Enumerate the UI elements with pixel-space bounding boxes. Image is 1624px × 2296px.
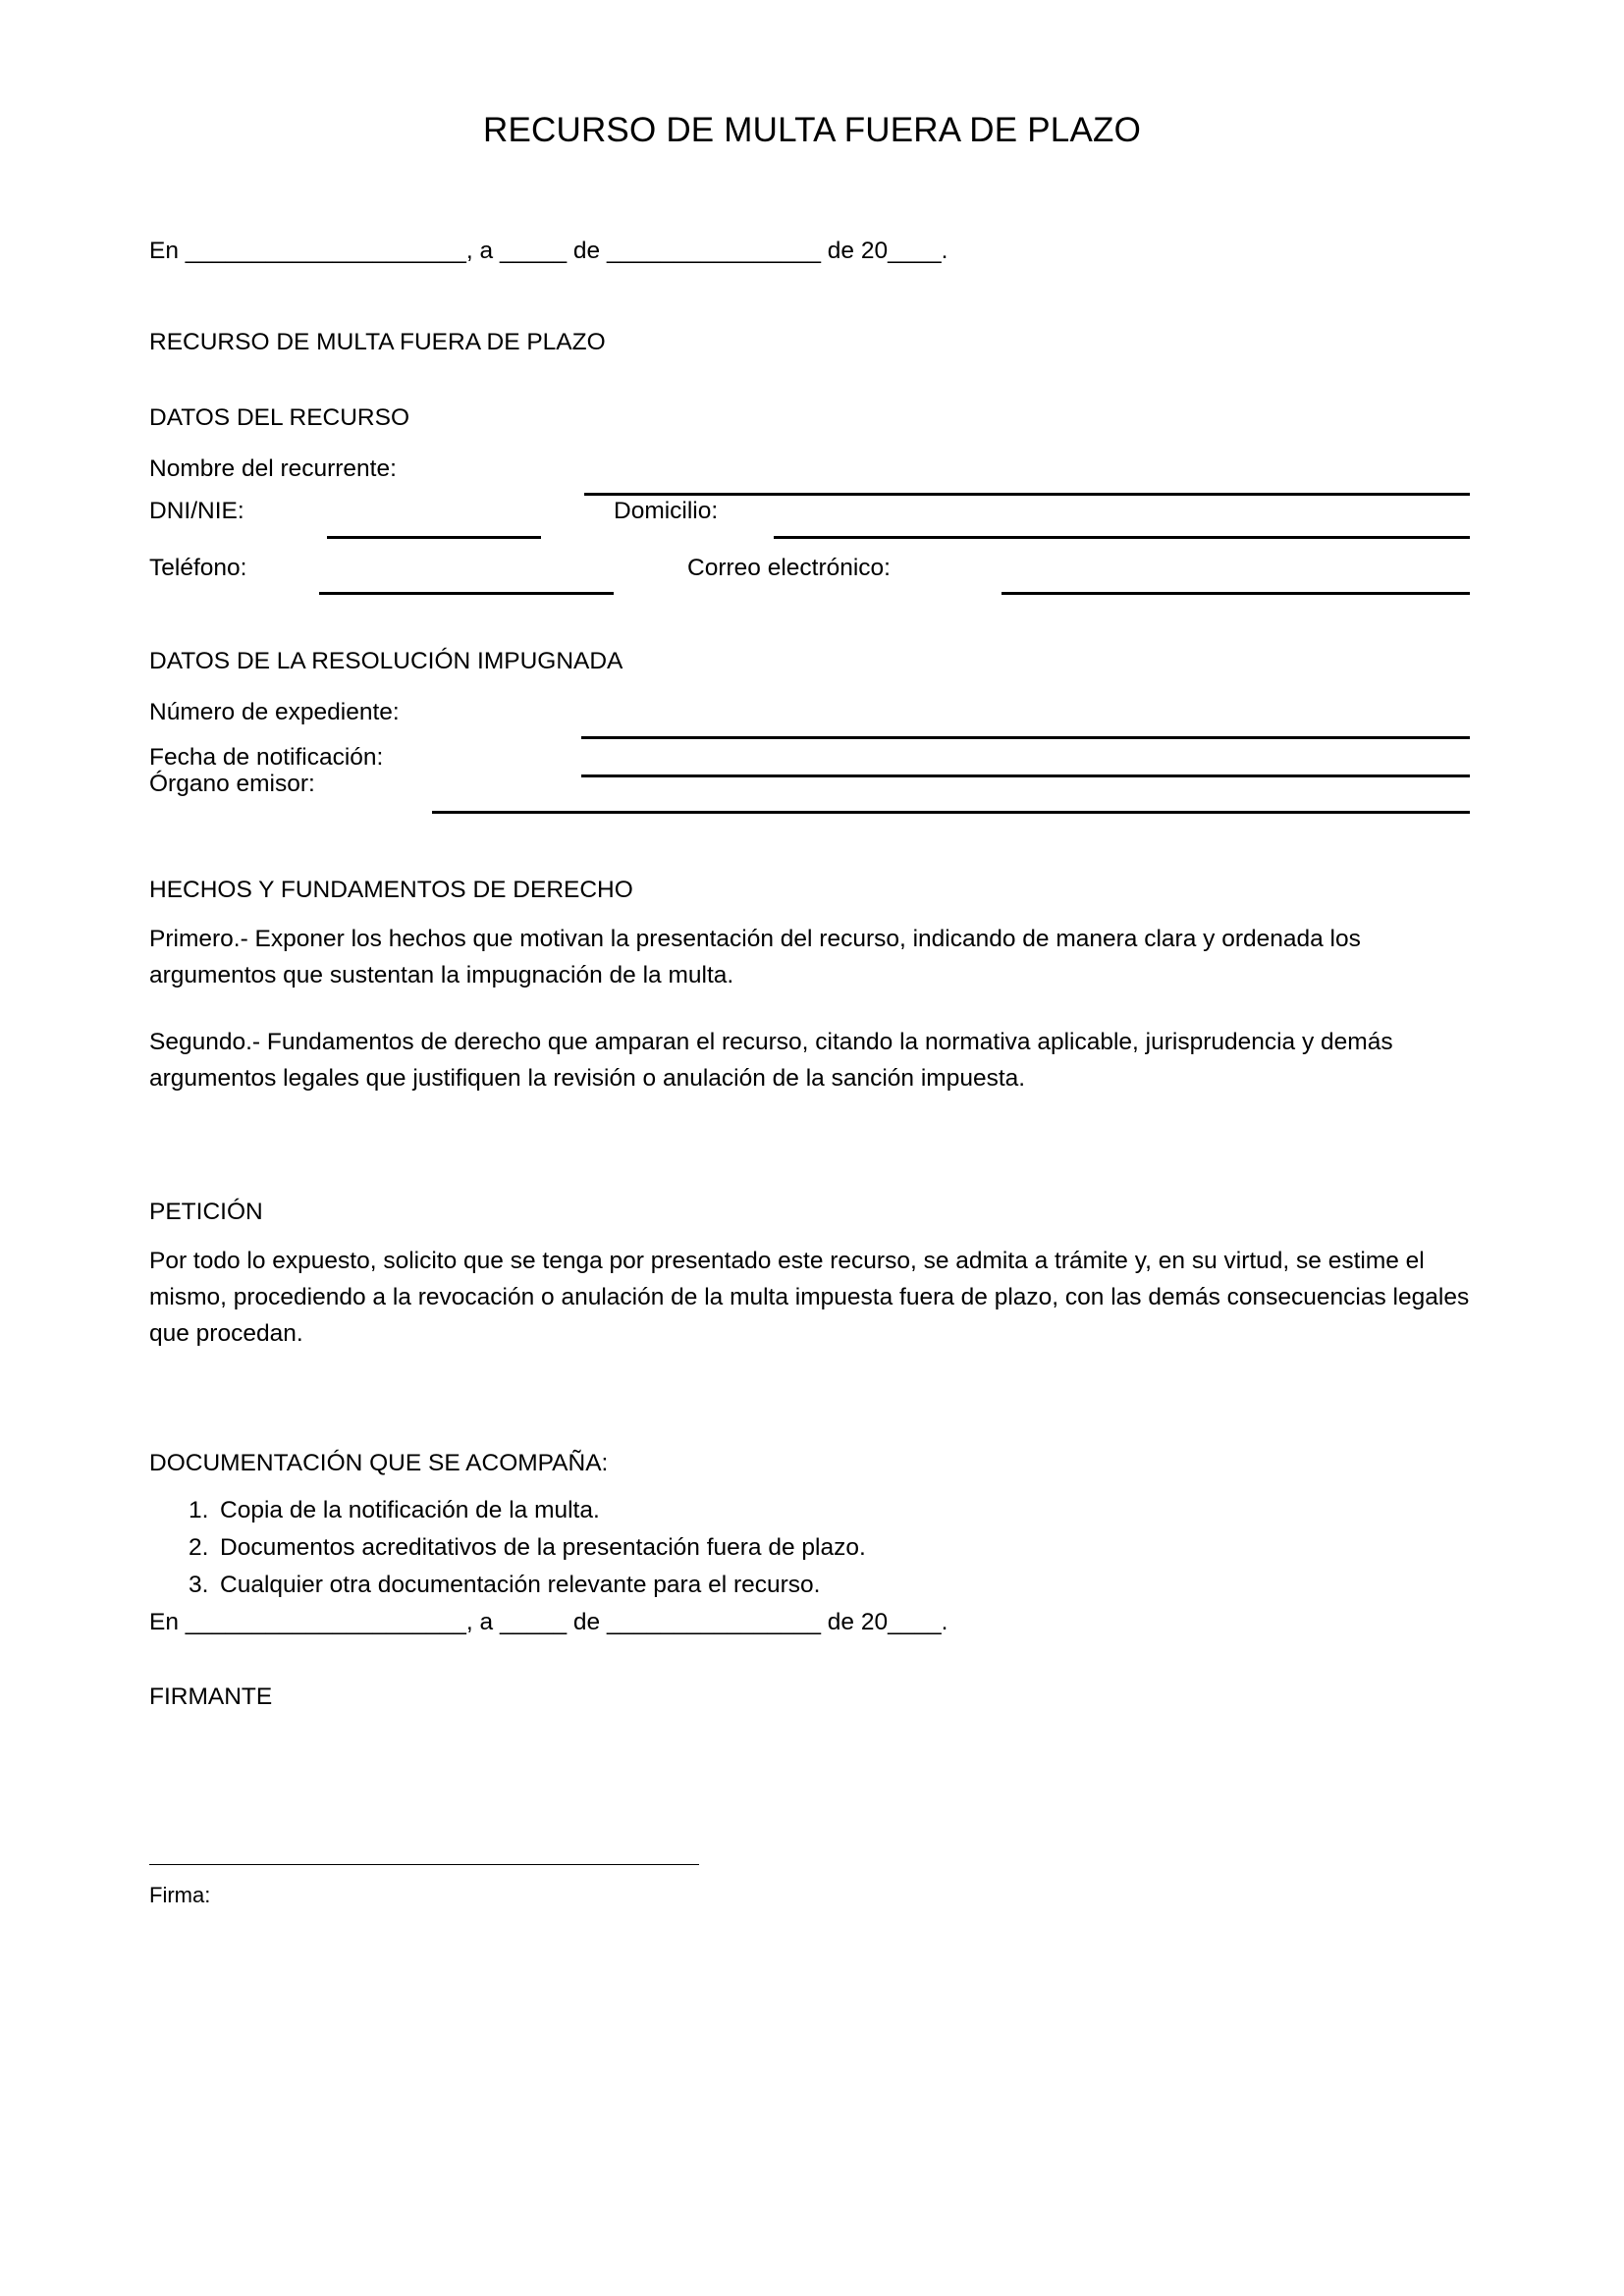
list-item [189,1531,866,1565]
section-heading-firmante: FIRMANTE [149,1683,273,1710]
signature-line[interactable] [149,1864,699,1865]
date-line-bottom: En _____________________, a _____ de ________________ de 20____. [149,1609,948,1635]
field-line-domicilio[interactable] [774,536,1470,539]
date-line-top: En _____________________, a _____ de ________________ de 20____. [149,238,948,264]
label-dni-nie: DNI/NIE: [149,498,244,524]
list-item-label: Copia de la notificación de la multa. [220,1497,600,1523]
label-fecha-notificacion: Fecha de notificación: [149,744,384,771]
label-correo-electronico: Correo electrónico: [687,555,891,581]
field-line-telefono[interactable] [319,592,614,595]
list-item [189,1569,820,1602]
section-heading-datos-resolucion: DATOS DE LA RESOLUCIÓN IMPUGNADA [149,648,623,674]
list-item-number: 3. [189,1572,209,1598]
section-heading-documentacion: DOCUMENTACIÓN QUE SE ACOMPAÑA: [149,1450,609,1476]
paragraph-primero: Primero.- Exponer los hechos que motivan la presentación del recurso, indicando de manera clara y ordenada los argumentos que sustentan la impugnación de la multa. [149,926,1361,988]
section-heading-peticion: PETICIÓN [149,1199,263,1225]
label-numero-expediente: Número de expediente: [149,699,400,725]
subject-heading: RECURSO DE MULTA FUERA DE PLAZO [149,329,606,355]
list-item-label: Documentos acreditativos de la presentación fuera de plazo. [220,1534,866,1561]
field-line-organo-emisor[interactable] [432,811,1470,814]
field-line-fecha-notificacion[interactable] [581,774,1470,777]
list-item-label: Cualquier otra documentación relevante para el recurso. [220,1572,821,1598]
field-line-dni-nie[interactable] [327,536,541,539]
label-telefono: Teléfono: [149,555,247,581]
list-item [189,1494,600,1527]
label-organo-emisor: Órgano emisor: [149,771,315,797]
paragraph-peticion: Por todo lo expuesto, solicito que se tenga por presentado este recurso, se admita a trámite y, en su virtud, se estime el mismo, procediendo a la revocación o anulación de la multa impuesta fuera de plazo, con las demás consecuencias legales que procedan. [149,1248,1470,1347]
list-item-number: 1. [189,1497,209,1523]
section-heading-datos-recurso: DATOS DEL RECURSO [149,404,410,431]
label-firma: Firma: [149,1883,211,1907]
paragraph-segundo: Segundo.- Fundamentos de derecho que amparan el recurso, citando la normativa aplicable, jurisprudencia y demás argumentos legales que justifiquen la revisión o anulación de la sanción impuesta. [149,1029,1393,1092]
section-heading-hechos: HECHOS Y FUNDAMENTOS DE DERECHO [149,877,633,903]
field-line-numero-expediente[interactable] [581,736,1470,739]
page-title: RECURSO DE MULTA FUERA DE PLAZO [482,111,1142,149]
field-line-correo-electronico[interactable] [1001,592,1470,595]
list-item-number: 2. [189,1534,209,1561]
label-nombre-recurrente: Nombre del recurrente: [149,455,397,482]
label-domicilio: Domicilio: [614,498,719,524]
